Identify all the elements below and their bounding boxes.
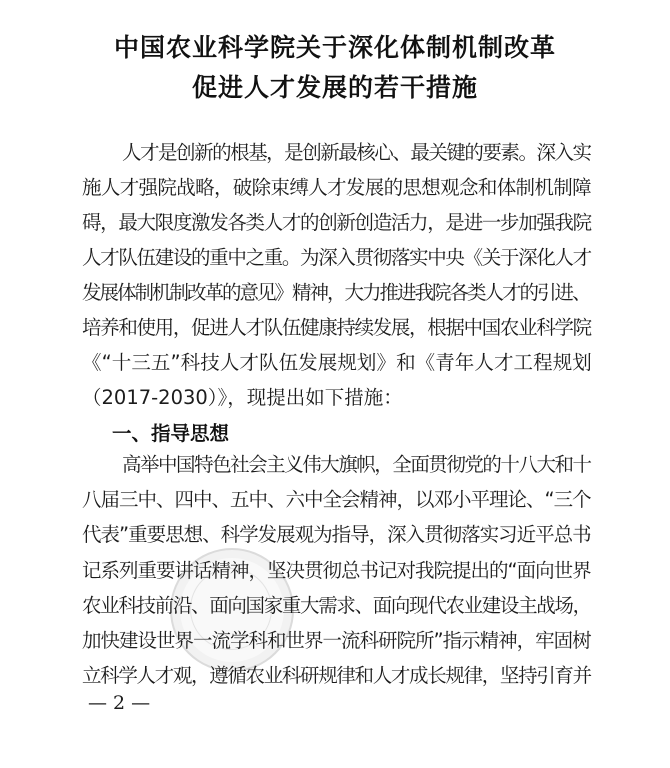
paragraph-line: 加快建设世界一流学科和世界一流科研院所”指示精神，牢固树 — [82, 629, 591, 652]
paragraph-line: 人才队伍建设的重中之重。为深入贯彻落实中央《关于深化人才 — [82, 246, 591, 269]
section-heading-guiding-ideology: 一、指导思想 — [112, 422, 230, 445]
paragraph-line: 碍，最大限度激发各类人才的创新创造活力，是进一步加强我院 — [82, 211, 591, 234]
paragraph-line: 八届三中、四中、五中、六中全会精神，以邓小平理论、“三个 — [82, 488, 591, 512]
paragraph-line: 发展体制机制改革的意见》精神，大力推进我院各类人才的引进、 — [82, 281, 590, 304]
paragraph-line: 农业科技前沿、面向国家重大需求、面向现代农业建设主战场， — [82, 593, 591, 617]
document-title-line-1: 中国农业科学院关于深化体制机制改革 — [113, 33, 556, 62]
paragraph-line: 人才是创新的根基，是创新最核心、最关键的要素。深入实 — [122, 141, 591, 164]
paragraph-line: 《“十三五”科技人才队伍发展规划》和《青年人才工程规划 — [82, 351, 592, 374]
document-title-line-2: 促进人才发展的若干措施 — [191, 73, 478, 102]
paragraph-line: 代表”重要思想、科学发展观为指导，深入贯彻落实习近平总书 — [82, 523, 591, 547]
paragraph-line: 立科学人才观，遵循农业科研规律和人才成长规律，坚持引育并 — [82, 664, 591, 688]
page-number: — 2 — — [88, 692, 151, 714]
paragraph-line: 施人才强院战略，破除束缚人才发展的思想观念和体制机制障 — [82, 176, 591, 199]
paragraph-line: （2017-2030）》，现提出如下措施： — [82, 386, 403, 409]
paragraph-line: 高举中国特色社会主义伟大旗帜，全面贯彻党的十八大和十 — [122, 453, 591, 476]
paragraph-line: 记系列重要讲话精神，坚决贯彻总书记对我院提出的“面向世界 — [82, 558, 591, 582]
paragraph-line: 培养和使用，促进人才队伍健康持续发展，根据中国农业科学院 — [82, 316, 591, 339]
